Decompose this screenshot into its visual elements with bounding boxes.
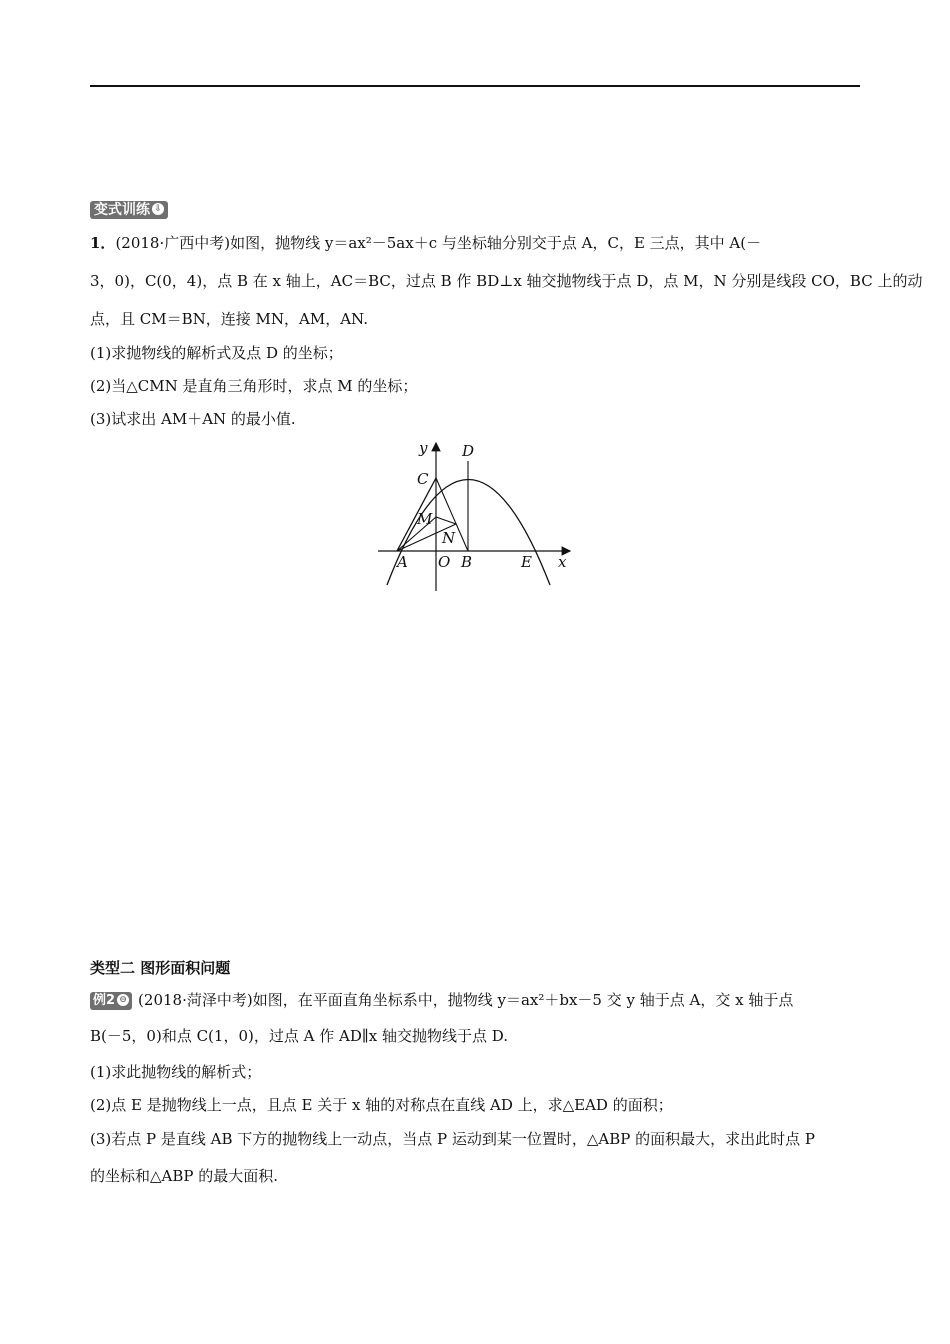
label-x: x: [558, 553, 567, 571]
variant-training-badge: [90, 201, 168, 219]
top-rule: [90, 85, 860, 87]
problem-1-part-2: (2)当△CMN 是直角三角形时，求点 M 的坐标；: [90, 377, 418, 395]
problem-source: (2018·广西中考): [115, 234, 231, 252]
download-circle-icon: ⇩: [152, 203, 164, 215]
label-y: y: [419, 439, 428, 457]
problem-1-part-1: (1)求抛物线的解析式及点 D 的坐标；: [90, 344, 343, 362]
example-2-line-2: B(－5，0)和点 C(1，0)，过点 A 作 AD∥x 轴交抛物线于点 D.: [90, 1027, 509, 1045]
example-2-part-3: (3)若点 P 是直线 AB 下方的抛物线上一动点，当点 P 运动到某一位置时，△ABP 的面积最大，求出此时点 P: [90, 1130, 816, 1148]
example-2-line-1: [90, 990, 865, 1011]
example-2-part-3-cont: 的坐标和△ABP 的最大面积.: [90, 1167, 279, 1185]
label-d: D: [462, 442, 475, 460]
label-m: M: [417, 510, 433, 528]
example-2-part-1: (1)求此抛物线的解析式；: [90, 1063, 262, 1081]
problem-1-line-3: 点，且 CM＝BN，连接 MN，AM，AN.: [90, 310, 368, 328]
problem-1-line-1: [90, 233, 865, 253]
problem-number: 1．: [90, 234, 116, 252]
example-text: 如图，在平面直角坐标系中，抛物线 y＝ax²＋bx－5 交 y 轴于点 A，交 x 轴于点: [252, 991, 794, 1009]
label-c: C: [417, 470, 429, 488]
label-e: E: [521, 553, 532, 571]
section-heading-type-2: 类型二 图形面积问题: [90, 959, 231, 977]
example-2-part-2: (2)点 E 是抛物线上一点，且点 E 关于 x 轴的对称点在直线 AD 上，求△EAD 的面积；: [90, 1096, 673, 1114]
label-b: B: [461, 553, 473, 571]
example-source: (2018·菏泽中考): [138, 991, 253, 1009]
label-a: A: [397, 553, 408, 571]
parabola-figure: [370, 435, 585, 595]
problem-text: 如图，抛物线 y＝ax²－5ax＋c 与坐标轴分别交于点 A，C，E 三点，其中 A(－: [230, 234, 762, 252]
label-o: O: [438, 553, 451, 571]
example-2-badge: [90, 992, 132, 1010]
arrow-circle-icon: ⊖: [117, 994, 129, 1006]
label-n: N: [442, 529, 456, 547]
badge-label: 变式训练: [94, 202, 150, 218]
example-badge-label: 例2: [93, 993, 116, 1008]
problem-1-line-2: 3，0)，C(0，4)，点 B 在 x 轴上，AC＝BC，过点 B 作 BD⊥x 轴交抛物线于点 D，点 M，N 分别是线段 CO，BC 上的动: [90, 272, 923, 290]
problem-1-part-3: (3)试求出 AM＋AN 的最小值.: [90, 410, 296, 428]
